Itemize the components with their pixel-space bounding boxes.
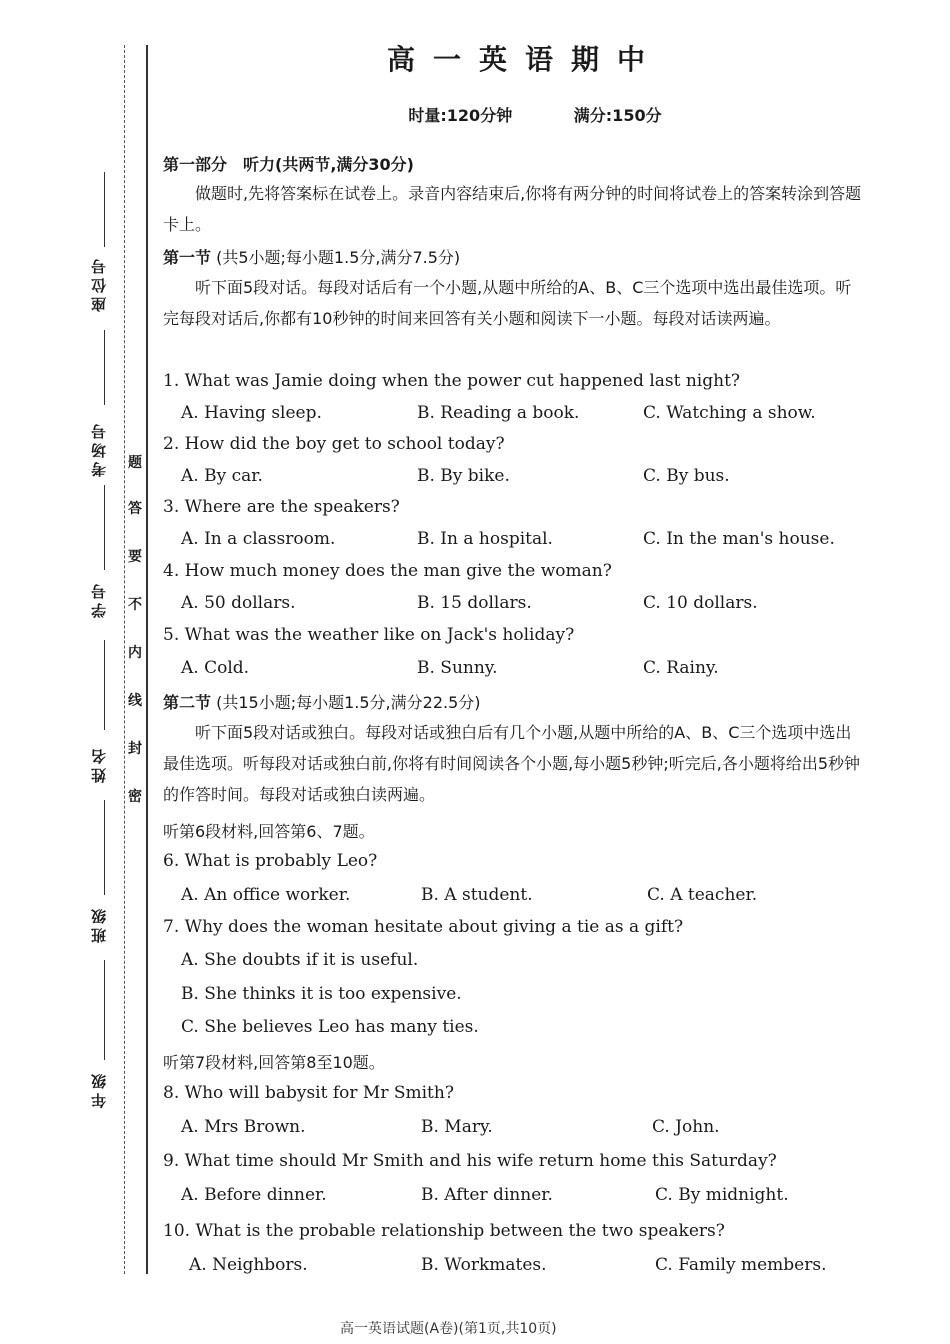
- page-footer: 高一英语试题(A卷)(第1页,共10页): [340, 1321, 557, 1337]
- q3-option-a[interactable]: A. In a classroom.: [181, 529, 336, 549]
- q9-option-a[interactable]: A. Before dinner.: [181, 1185, 327, 1205]
- seal-char: 线: [127, 690, 143, 710]
- question-8: 8. Who will babysit for Mr Smith?: [163, 1083, 454, 1103]
- material-6-note: 听第6段材料,回答第6、7题。: [163, 822, 375, 841]
- q7-option-a[interactable]: A. She doubts if it is useful.: [181, 950, 419, 970]
- q2-option-b[interactable]: B. By bike.: [417, 466, 510, 486]
- exam-room-blank[interactable]: [104, 485, 105, 570]
- q6-option-c[interactable]: C. A teacher.: [647, 885, 758, 905]
- seal-char: 要: [127, 546, 143, 566]
- name-field: [88, 745, 109, 783]
- seal-char: 封: [127, 738, 143, 758]
- seal-char: 内: [127, 642, 143, 662]
- question-4: 4. How much money does the man give the woman?: [163, 561, 612, 581]
- seat-number-blank[interactable]: [104, 172, 105, 247]
- exam-meta: [0, 103, 950, 126]
- student-number-label: 学号: [90, 580, 108, 618]
- seal-char: 不: [127, 594, 143, 614]
- question-7: 7. Why does the woman hesitate about giving a tie as a gift?: [163, 917, 684, 937]
- q4-option-c[interactable]: C. 10 dollars.: [643, 593, 758, 613]
- section1-heading-detail: (共5小题;每小题1.5分,满分7.5分): [216, 248, 461, 267]
- question-5: 5. What was the weather like on Jack's holiday?: [163, 625, 575, 645]
- grade-label: 年级: [90, 1070, 108, 1108]
- section2-heading-row: [163, 690, 481, 713]
- exam-room-label: 考场号: [90, 420, 108, 477]
- grade-field: [88, 1070, 109, 1108]
- q8-option-a[interactable]: A. Mrs Brown.: [181, 1117, 306, 1137]
- q5-option-a[interactable]: A. Cold.: [181, 658, 250, 678]
- section1-instruction: 听下面5段对话。每段对话后有一个小题,从题中所给的A、B、C三个选项中选出最佳选项。听完每段对话后,你都有10秒钟的时间来回答有关小题和阅读下一小题。每段对话读两遍。: [163, 278, 852, 328]
- q5-option-c[interactable]: C. Rainy.: [643, 658, 719, 678]
- student-number-blank[interactable]: [104, 640, 105, 730]
- class-blank[interactable]: [104, 960, 105, 1060]
- question-6: 6. What is probably Leo?: [163, 851, 378, 871]
- question-3: 3. Where are the speakers?: [163, 497, 400, 517]
- seal-char: 密: [127, 786, 143, 806]
- class-field: [88, 905, 109, 943]
- seal-char: 题: [127, 452, 143, 472]
- q10-option-b[interactable]: B. Workmates.: [421, 1255, 547, 1275]
- section2-heading-detail: (共15小题;每小题1.5分,满分22.5分): [216, 693, 481, 712]
- q1-option-b[interactable]: B. Reading a book.: [417, 403, 580, 423]
- section1-heading: 第一节: [163, 248, 212, 267]
- q2-option-a[interactable]: A. By car.: [181, 466, 263, 486]
- exam-full-score: 满分:150分: [573, 106, 662, 125]
- q8-option-c[interactable]: C. John.: [652, 1117, 720, 1137]
- q3-option-b[interactable]: B. In a hospital.: [417, 529, 553, 549]
- q4-option-b[interactable]: B. 15 dollars.: [417, 593, 532, 613]
- q7-option-b[interactable]: B. She thinks it is too expensive.: [181, 984, 462, 1004]
- q6-option-b[interactable]: B. A student.: [421, 885, 533, 905]
- q4-option-a[interactable]: A. 50 dollars.: [181, 593, 296, 613]
- q10-option-a[interactable]: A. Neighbors.: [189, 1255, 308, 1275]
- cut-line: [124, 45, 125, 1274]
- seat-number-blank-2[interactable]: [104, 330, 105, 405]
- student-number-field: [88, 580, 109, 618]
- material-7-note: 听第7段材料,回答第8至10题。: [163, 1053, 385, 1072]
- question-10: 10. What is the probable relationship between the two speakers?: [163, 1221, 725, 1241]
- binding-line: [146, 45, 148, 1274]
- name-blank[interactable]: [104, 800, 105, 895]
- q1-option-a[interactable]: A. Having sleep.: [181, 403, 322, 423]
- q10-option-c[interactable]: C. Family members.: [655, 1255, 827, 1275]
- q1-option-c[interactable]: C. Watching a show.: [643, 403, 816, 423]
- q2-option-c[interactable]: C. By bus.: [643, 466, 730, 486]
- q9-option-c[interactable]: C. By midnight.: [655, 1185, 789, 1205]
- name-label: 姓名: [90, 745, 108, 783]
- question-9: 9. What time should Mr Smith and his wife return home this Saturday?: [163, 1151, 777, 1171]
- q9-option-b[interactable]: B. After dinner.: [421, 1185, 553, 1205]
- exam-room-field: [88, 420, 109, 477]
- section2-heading: 第二节: [163, 693, 212, 712]
- part1-heading: 第一部分 听力(共两节,满分30分): [163, 155, 414, 174]
- seal-char: 答: [127, 498, 143, 518]
- seat-number-label: 座位号: [90, 255, 108, 312]
- seat-number-field: [88, 255, 109, 312]
- question-2: 2. How did the boy get to school today?: [163, 434, 505, 454]
- q6-option-a[interactable]: A. An office worker.: [181, 885, 351, 905]
- page-title: 高一英语期中: [386, 43, 663, 76]
- section1-heading-row: [163, 245, 460, 268]
- q8-option-b[interactable]: B. Mary.: [421, 1117, 493, 1137]
- q5-option-b[interactable]: B. Sunny.: [417, 658, 498, 678]
- question-1: 1. What was Jamie doing when the power cut happened last night?: [163, 371, 741, 391]
- q3-option-c[interactable]: C. In the man's house.: [643, 529, 835, 549]
- part1-instruction: 做题时,先将答案标在试卷上。录音内容结束后,你将有两分钟的时间将试卷上的答案转涂到答题卡上。: [163, 184, 862, 234]
- q7-option-c[interactable]: C. She believes Leo has many ties.: [181, 1017, 479, 1037]
- exam-time: 时量:120分钟: [408, 106, 513, 125]
- section2-instruction: 听下面5段对话或独白。每段对话或独白后有几个小题,从题中所给的A、B、C三个选项中选出最佳选项。听每段对话或独白前,你将有时间阅读各个小题,每小题5秒钟;听完后,各小题将给出5秒钟的作答时间。每段对话或独白读两遍。: [163, 723, 861, 804]
- class-label: 班级: [90, 905, 108, 943]
